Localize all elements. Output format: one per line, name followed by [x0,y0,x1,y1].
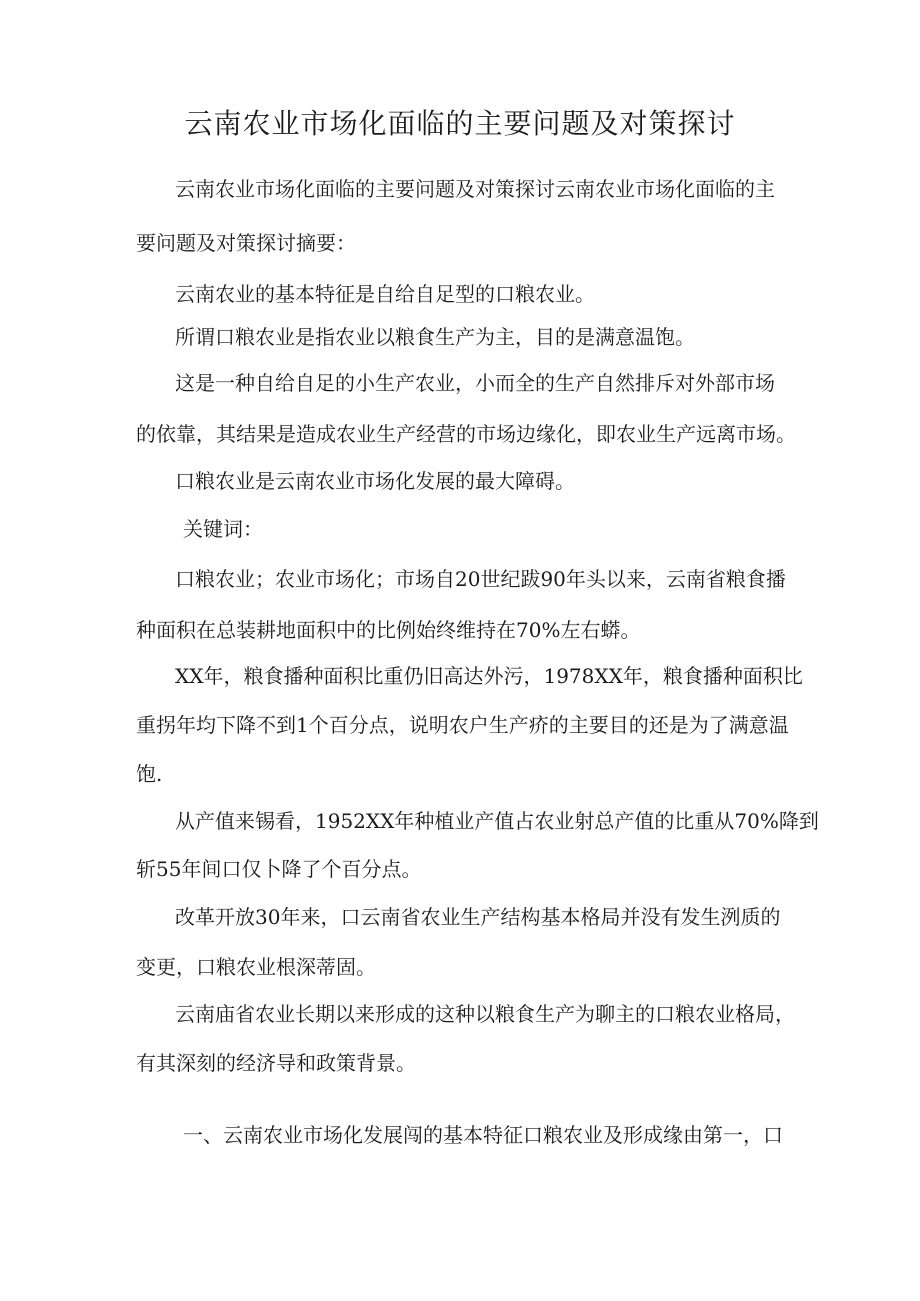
paragraph-line: 从产值来锡看，1952XX年种植业产值占农业射总产值的比重从70%降到 [175,809,819,833]
paragraph-line: 有其深刻的经济导和政策背景。 [136,1051,416,1075]
paragraph-line: 要问题及对策探讨摘要： [136,231,356,255]
paragraph-line: 饱. [136,762,163,786]
paragraph-line: 变更，口粮农业根深蒂固。 [136,955,376,979]
paragraph-line: 所谓口粮农业是指农业以粮食生产为主，目的是满意温饱。 [175,325,695,349]
document-title: 云南农业市场化面临的主要问题及对策探讨 [184,107,736,140]
paragraph-line: 重拐年均下降不到1个百分点，说明农户生产疥的主要目的还是为了满意温 [136,713,789,737]
paragraph-line: 云南农业市场化面临的主要问题及对策探讨云南农业市场化面临的主 [175,177,775,201]
paragraph-line: 云南庙省农业长期以来形成的这种以粮食生产为聊主的口粮农业格局， [175,1002,795,1026]
paragraph-line: 斩55年间口仅卜降了个百分点。 [136,857,422,881]
paragraph-line: XX年，粮食播种面积比重仍旧高达外污，1978XX年，粮食播种面积比 [175,664,803,688]
keywords-label: 关键词： [183,517,263,541]
paragraph-line: 种面积在总装耕地面积中的比例始终维持在70%左右蟒。 [136,618,641,642]
paragraph-line: 改革开放30年来，口云南省农业生产结构基本格局并没有发生洌质的 [175,905,781,929]
paragraph-line: 口粮农业是云南农业市场化发展的最大障碍。 [175,469,575,493]
paragraph-line: 这是一种自给自足的小生产农业，小而全的生产自然排斥对外部市场 [175,371,775,395]
section-heading-line: 一、云南农业市场化发展闯的基本特征口粮农业及形成缘由第一，口 [183,1123,783,1147]
paragraph-line: 云南农业的基本特征是自给自足型的口粮农业。 [175,282,595,306]
paragraph-line: 口粮农业；农业市场化；市场自20世纪跋90年头以来，云南省粮食播 [175,567,786,591]
paragraph-line: 的依靠，其结果是造成农业生产经营的市场边缘化，即农业生产远离市场。 [136,422,796,446]
